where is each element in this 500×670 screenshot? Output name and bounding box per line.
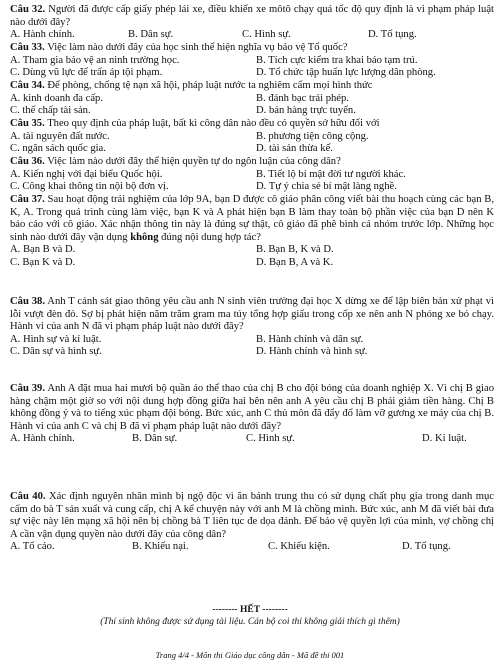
option-c: C. Dùng vũ lực để trấn áp tội phạm.: [10, 67, 163, 79]
option-b: B. Bạn B, K và D.: [256, 244, 334, 256]
question-stem: Câu 32. Người đã được cấp giấy phép lái xe, điều khiển xe môtô chạy quá tốc độ quy định là vi phạm pháp luật nào dưới đây?: [10, 4, 495, 28]
question-number: Câu 34.: [10, 80, 45, 91]
option-a: A. Tố cáo.: [10, 541, 55, 553]
question-number: Câu 37.: [10, 194, 45, 205]
option-d: D. Kỉ luật.: [422, 433, 467, 445]
question-stem: Câu 38. Anh T cảnh sát giao thông yêu cầu anh N sinh viên trường đại học X dừng xe để lập biên bản xử phạt vì lỗi vượt đèn đỏ. Sợ bị phát hiện năm trăm gram ma túy tổng hợp giấu trong cốp xe nên anh N phóng xe bỏ chạy. Hành vi của anh N đã vi phạm pháp luật nào dưới đây?: [10, 296, 494, 333]
question-40: [10, 491, 494, 554]
option-c: C. Khiếu kiện.: [268, 541, 330, 553]
question-number: Câu 32.: [10, 4, 46, 15]
question-37: [10, 194, 494, 270]
question-stem: Câu 36. Việc làm nào dưới đây thể hiện quyền tự do ngôn luận của công dân?: [10, 156, 341, 167]
question-36: [10, 156, 494, 194]
option-c: C. Công khai thông tin nội bộ đơn vị.: [10, 181, 169, 193]
option-b: B. Tích cực kiểm tra khai báo tạm trú.: [256, 54, 418, 66]
option-c: C. Dân sự và hình sự.: [10, 346, 102, 358]
question-stem: Câu 34. Để phòng, chống tệ nạn xã hội, pháp luật nước ta nghiêm cấm mọi hình thức: [10, 80, 373, 91]
options-row: [10, 67, 494, 80]
option-d: D. Hành chính và hình sự.: [256, 346, 368, 358]
option-d: D. tài sản thừa kế.: [256, 143, 333, 155]
question-stem: Câu 33. Việc làm nào dưới đây của học sinh thể hiện nghĩa vụ bảo vệ Tổ quốc?: [10, 42, 348, 53]
option-c: C. Hình sự.: [246, 433, 295, 445]
options-row: [10, 93, 494, 106]
option-c: C. ngân sách quốc gia.: [10, 143, 106, 155]
option-d: D. Tổ chức tập huấn lực lượng dân phòng.: [256, 67, 436, 79]
options-row: [10, 541, 494, 554]
option-a: A. kinh doanh đa cấp.: [10, 92, 103, 104]
emphasis-word: không: [130, 231, 159, 243]
question-stem: Câu 37. Sau hoạt động trải nghiệm của lớp 9A, bạn D được cô giáo phân công viết bài thu hoạch cùng các bạn B, K, A. Trong quá trình cùng làm việc, bạn K và A phát hiện bạn B làm thay toàn bộ phần việc của bạn D nên K báo cáo với cô giáo. Xác nhận thông tin này là đúng sự thật, cô giáo đã phê bình cả nhóm trước lớp. Những học sinh nào dưới đây vận dụng không đúng nội dung hợp tác?: [10, 194, 494, 243]
options-row: [10, 55, 494, 68]
options-row: [10, 346, 494, 359]
option-a: A. Tham gia bảo vệ an ninh trường học.: [10, 54, 180, 66]
options-row: [10, 169, 494, 182]
option-c: C. Bạn K và D.: [10, 256, 76, 268]
options-row: [10, 433, 494, 446]
question-32: [10, 4, 494, 42]
option-b: B. Tiết lộ bí mật đời tư người khác.: [256, 168, 406, 180]
options-row: [10, 181, 494, 194]
question-number: Câu 33.: [10, 42, 45, 53]
option-d: D. bán hàng trực tuyến.: [256, 105, 356, 117]
option-b: B. Dân sự.: [128, 29, 174, 41]
question-39: [10, 383, 494, 446]
question-33: [10, 42, 494, 80]
question-35: [10, 118, 494, 156]
options-row: [10, 131, 494, 144]
question-number: Câu 38.: [10, 296, 45, 307]
options-row: [10, 334, 494, 347]
question-stem: Câu 40. Xác định nguyên nhân mình bị ngộ độc vì ăn bánh trung thu có sử dụng chất phụ gia trong danh mục cấm do bà T sản xuất và cung cấp, chị A kể chuyện này với anh M là chồng mình. Bức xúc, anh M đã viết bài đưa sự việc này lên mạng xã hội nên bị chồng bà T liên tục đe dọa đánh. Để bảo vệ quyền lợi của mình, vợ chồng chị A cần vận dụng quyền nào dưới đây của công dân?: [10, 491, 494, 540]
option-a: A. Bạn B và D.: [10, 244, 76, 256]
question-number: Câu 36.: [10, 156, 45, 167]
option-d: D. Tố tụng.: [368, 29, 417, 41]
option-b: B. Dân sự.: [132, 433, 178, 445]
option-a: A. Kiến nghị với đại biểu Quốc hội.: [10, 168, 163, 180]
options-row: [10, 105, 494, 118]
options-row: [10, 143, 494, 156]
exam-note: (Thí sinh không được sử dụng tài liệu. Cán bộ coi thi không giải thích gì thêm): [100, 617, 400, 627]
option-a: A. tài nguyên đất nước.: [10, 130, 110, 142]
question-34: [10, 80, 494, 118]
question-38: [10, 296, 494, 359]
page-footer: Trang 4/4 - Môn thi Giáo dục công dân - Mã đề thi 001: [155, 650, 345, 660]
option-b: B. Hành chính và dân sự.: [256, 333, 364, 345]
question-stem: Câu 35. Theo quy định của pháp luật, bất kì công dân nào đều có quyền sở hữu đối với: [10, 118, 380, 129]
option-d: D. Bạn B, A và K.: [256, 256, 334, 268]
option-a: A. Hành chính.: [10, 433, 75, 445]
options-row: [10, 257, 494, 270]
options-row: [10, 244, 494, 257]
question-number: Câu 35.: [10, 118, 45, 129]
option-a: A. Hình sự và kỉ luật.: [10, 333, 102, 345]
option-a: A. Hành chính.: [10, 29, 75, 41]
options-row: [10, 29, 494, 42]
option-b: B. đánh bạc trái phép.: [256, 92, 349, 104]
option-b: B. phương tiện công cộng.: [256, 130, 369, 142]
option-b: B. Khiếu nại.: [132, 541, 189, 553]
question-number: Câu 39.: [10, 383, 45, 394]
question-number: Câu 40.: [10, 491, 46, 502]
option-c: C. thế chấp tài sản.: [10, 105, 91, 117]
question-stem: Câu 39. Anh A đặt mua hai mươi bộ quần áo thể thao của chị B cho đội bóng của doanh nghiệp X. Vì chị B giao hàng chậm một giờ so với nội dung hợp đồng giữa hai bên nên anh A yêu cầu chị B phải giảm tiền hàng. Chị B không đồng ý và to tiếng xúc phạm đội bóng. Bức xúc, anh C thủ môn đã đẩy đổ làm vỡ gương xe máy của chị B. Hành vi của anh C và chị B đã vi phạm pháp luật nào dưới đây?: [10, 383, 494, 432]
end-marker: -------- HẾT --------: [212, 605, 288, 615]
option-d: D. Tự ý chia sẻ bí mật làng nghề.: [256, 181, 397, 193]
option-d: D. Tố tụng.: [402, 541, 451, 553]
option-c: C. Hình sự.: [242, 29, 291, 41]
